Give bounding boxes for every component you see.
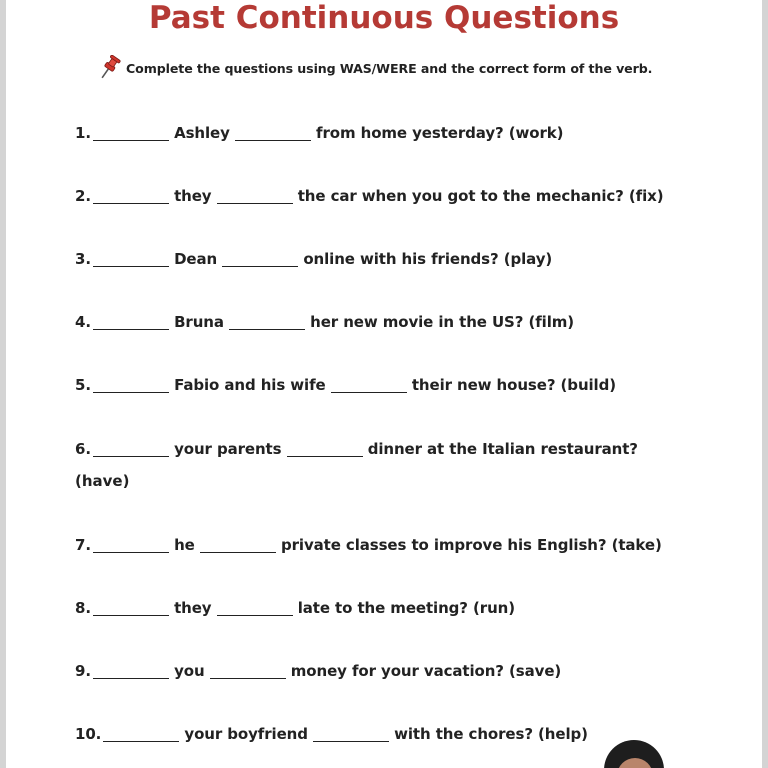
question-number: 4. [75, 313, 91, 331]
answer-blank-was-were[interactable] [103, 740, 179, 742]
question-number: 2. [75, 187, 91, 205]
page-title: Past Continuous Questions [148, 0, 620, 36]
answer-blank-was-were[interactable] [93, 551, 169, 553]
question-number: 3. [75, 250, 91, 268]
question-6-continuation: (have) [75, 472, 130, 490]
worksheet-page [6, 0, 762, 768]
question-subject: your boyfriend [184, 725, 308, 743]
answer-blank-verb[interactable] [222, 265, 298, 267]
answer-blank-was-were[interactable] [93, 202, 169, 204]
question-number: 5. [75, 376, 91, 394]
question-10 [75, 719, 755, 749]
question-subject: Fabio and his wife [174, 376, 326, 394]
question-text: late to the meeting? (run) [297, 599, 515, 617]
answer-blank-was-were[interactable] [93, 328, 169, 330]
question-5 [75, 370, 755, 400]
answer-blank-was-were[interactable] [93, 614, 169, 616]
answer-blank-was-were[interactable] [93, 677, 169, 679]
question-7 [75, 530, 755, 560]
question-text: dinner at the Italian restaurant? [367, 440, 638, 458]
question-3 [75, 244, 755, 274]
question-text: online with his friends? (play) [303, 250, 553, 268]
answer-blank-verb[interactable] [287, 455, 363, 457]
question-number: 9. [75, 662, 91, 680]
answer-blank-verb[interactable] [331, 391, 407, 393]
answer-blank-verb[interactable] [229, 328, 305, 330]
question-text: the car when you got to the mechanic? (fix) [297, 187, 664, 205]
avatar-face [617, 758, 653, 768]
answer-blank-was-were[interactable] [93, 139, 169, 141]
question-subject: they [174, 187, 212, 205]
question-number: 8. [75, 599, 91, 617]
answer-blank-was-were[interactable] [93, 265, 169, 267]
question-8 [75, 593, 755, 623]
answer-blank-verb[interactable] [235, 139, 311, 141]
question-subject: Ashley [174, 124, 230, 142]
answer-blank-was-were[interactable] [93, 455, 169, 457]
question-text: from home yesterday? (work) [316, 124, 564, 142]
question-4 [75, 307, 755, 337]
answer-blank-verb[interactable] [210, 677, 286, 679]
question-subject: Dean [174, 250, 218, 268]
question-number: 7. [75, 536, 91, 554]
question-subject: Bruna [174, 313, 224, 331]
question-6 [75, 434, 755, 464]
pushpin-icon [94, 55, 124, 81]
question-number: 6. [75, 440, 91, 458]
answer-blank-was-were[interactable] [93, 391, 169, 393]
answer-blank-verb[interactable] [313, 740, 389, 742]
question-subject: your parents [174, 440, 282, 458]
instruction [94, 55, 652, 81]
question-9 [75, 656, 755, 686]
question-text: money for your vacation? (save) [290, 662, 562, 680]
answer-blank-verb[interactable] [217, 202, 293, 204]
question-text: with the chores? (help) [394, 725, 588, 743]
question-text: her new movie in the US? (film) [310, 313, 575, 331]
question-subject: he [174, 536, 195, 554]
question-text: their new house? (build) [411, 376, 616, 394]
question-subject: you [174, 662, 205, 680]
answer-blank-verb[interactable] [200, 551, 276, 553]
question-number: 10. [75, 725, 102, 743]
answer-blank-verb[interactable] [217, 614, 293, 616]
question-2 [75, 181, 755, 211]
question-text: private classes to improve his English? (take) [280, 536, 662, 554]
question-1 [75, 118, 755, 148]
question-subject: they [174, 599, 212, 617]
instruction-text: Complete the questions using WAS/WERE and the correct form of the verb. [126, 60, 653, 76]
question-number: 1. [75, 124, 91, 142]
